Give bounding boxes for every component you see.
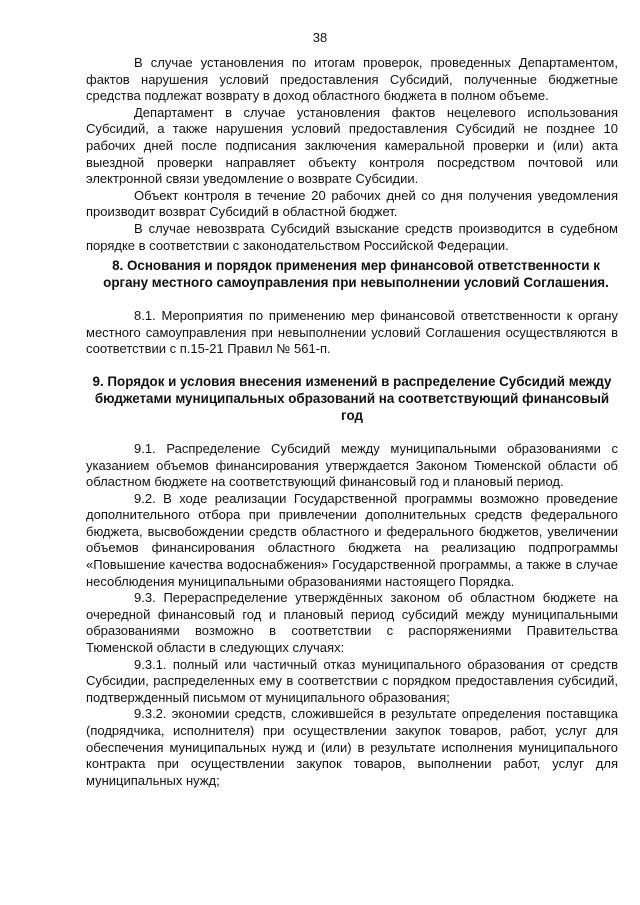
- spacer: [86, 358, 618, 371]
- paragraph-9-3-1: 9.3.1. полный или частичный отказ муниципального образования от средств Субсидии, распределенных ему в соответствии с порядком предоставления субсидий, подтвержденный письмом от муниципального образования;: [86, 656, 618, 705]
- paragraph-9-1: 9.1. Распределение Субсидий между муниципальными образованиями с указанием объемов финансирования утверждается Законом Тюменской области об областном бюджете на соответствующий финансовый год и плановый период.: [86, 440, 618, 490]
- section-9-heading: 9. Порядок и условия внесения изменений в распределение Субсидий между бюджетами муниципальных образований на соответствующий финансовый год: [92, 373, 612, 423]
- paragraph-8-1: 8.1. Мероприятия по применению мер финансовой ответственности к органу местного самоуправления при невыполнении условий Соглашения осуществляются в соответствии с п.15-21 Правил № 561-п.: [86, 308, 618, 357]
- paragraph-9-3: 9.3. Перераспределение утверждённых законом об областном бюджете на очередной финансовый год и плановый период субсидий между муниципальными образованиями возможно в соответствии с распоряжениями Правительства Тюменской области в следующих случаях:: [86, 590, 618, 656]
- page-number: 38: [312, 30, 328, 45]
- spacer: [86, 291, 618, 308]
- paragraph-court-recovery: В случае невозврата Субсидий взыскание средств производится в судебном порядке в соответствии с законодательством Российской Федерации.: [86, 220, 618, 253]
- spacer: [86, 424, 618, 441]
- paragraph-refund-on-violation: В случае установления по итогам проверок, проведенных Департаментом, фактов нарушения условий предоставления Субсидий, полученные бюджетные средства подлежат возврату в доход областного бюджета в полном объеме.: [86, 55, 618, 104]
- paragraph-9-3-2: 9.3.2. экономии средств, сложившейся в результате определения поставщика (подрядчика, исполнителя) при осуществлении закупок товаров, работ, услуг для обеспечения муниципальных нужд и (или) в результате исполнения муниципального контракта при осуществлении закупок товаров, выполнении работ, услуг для муниципальных нужд;: [86, 706, 618, 788]
- section-8-heading: 8. Основания и порядок применения мер финансовой ответственности к органу местного самоуправления при невыполнении условий Соглашения.: [103, 258, 609, 291]
- paragraph-department-notice: Департамент в случае установления фактов нецелевого использования Субсидий, а также нарушения условий предоставления Субсидий не позднее 10 рабочих дней после подписания заключения камеральной проверки и (или) акта выездной проверки направляет объекту контроля посредством почтовой или электронной связи уведомление о возврате Субсидии.: [86, 104, 618, 187]
- document-body: [86, 55, 618, 789]
- paragraph-9-2: 9.2. В ходе реализации Государственной программы возможно проведение дополнительного отбора при привлечении дополнительных средств федерального бюджета, высвобождении средств областного и федерального бюджетов, увеличении объемов финансирования областного бюджета на реализацию подпрограммы «Повышение качества водоснабжения» Государственной программы, а также в случае несоблюдения муниципальными образованиями настоящего Порядка.: [86, 490, 618, 589]
- paragraph-refund-deadline: Объект контроля в течение 20 рабочих дней со дня получения уведомления производит возврат Субсидий в областной бюджет.: [86, 187, 618, 220]
